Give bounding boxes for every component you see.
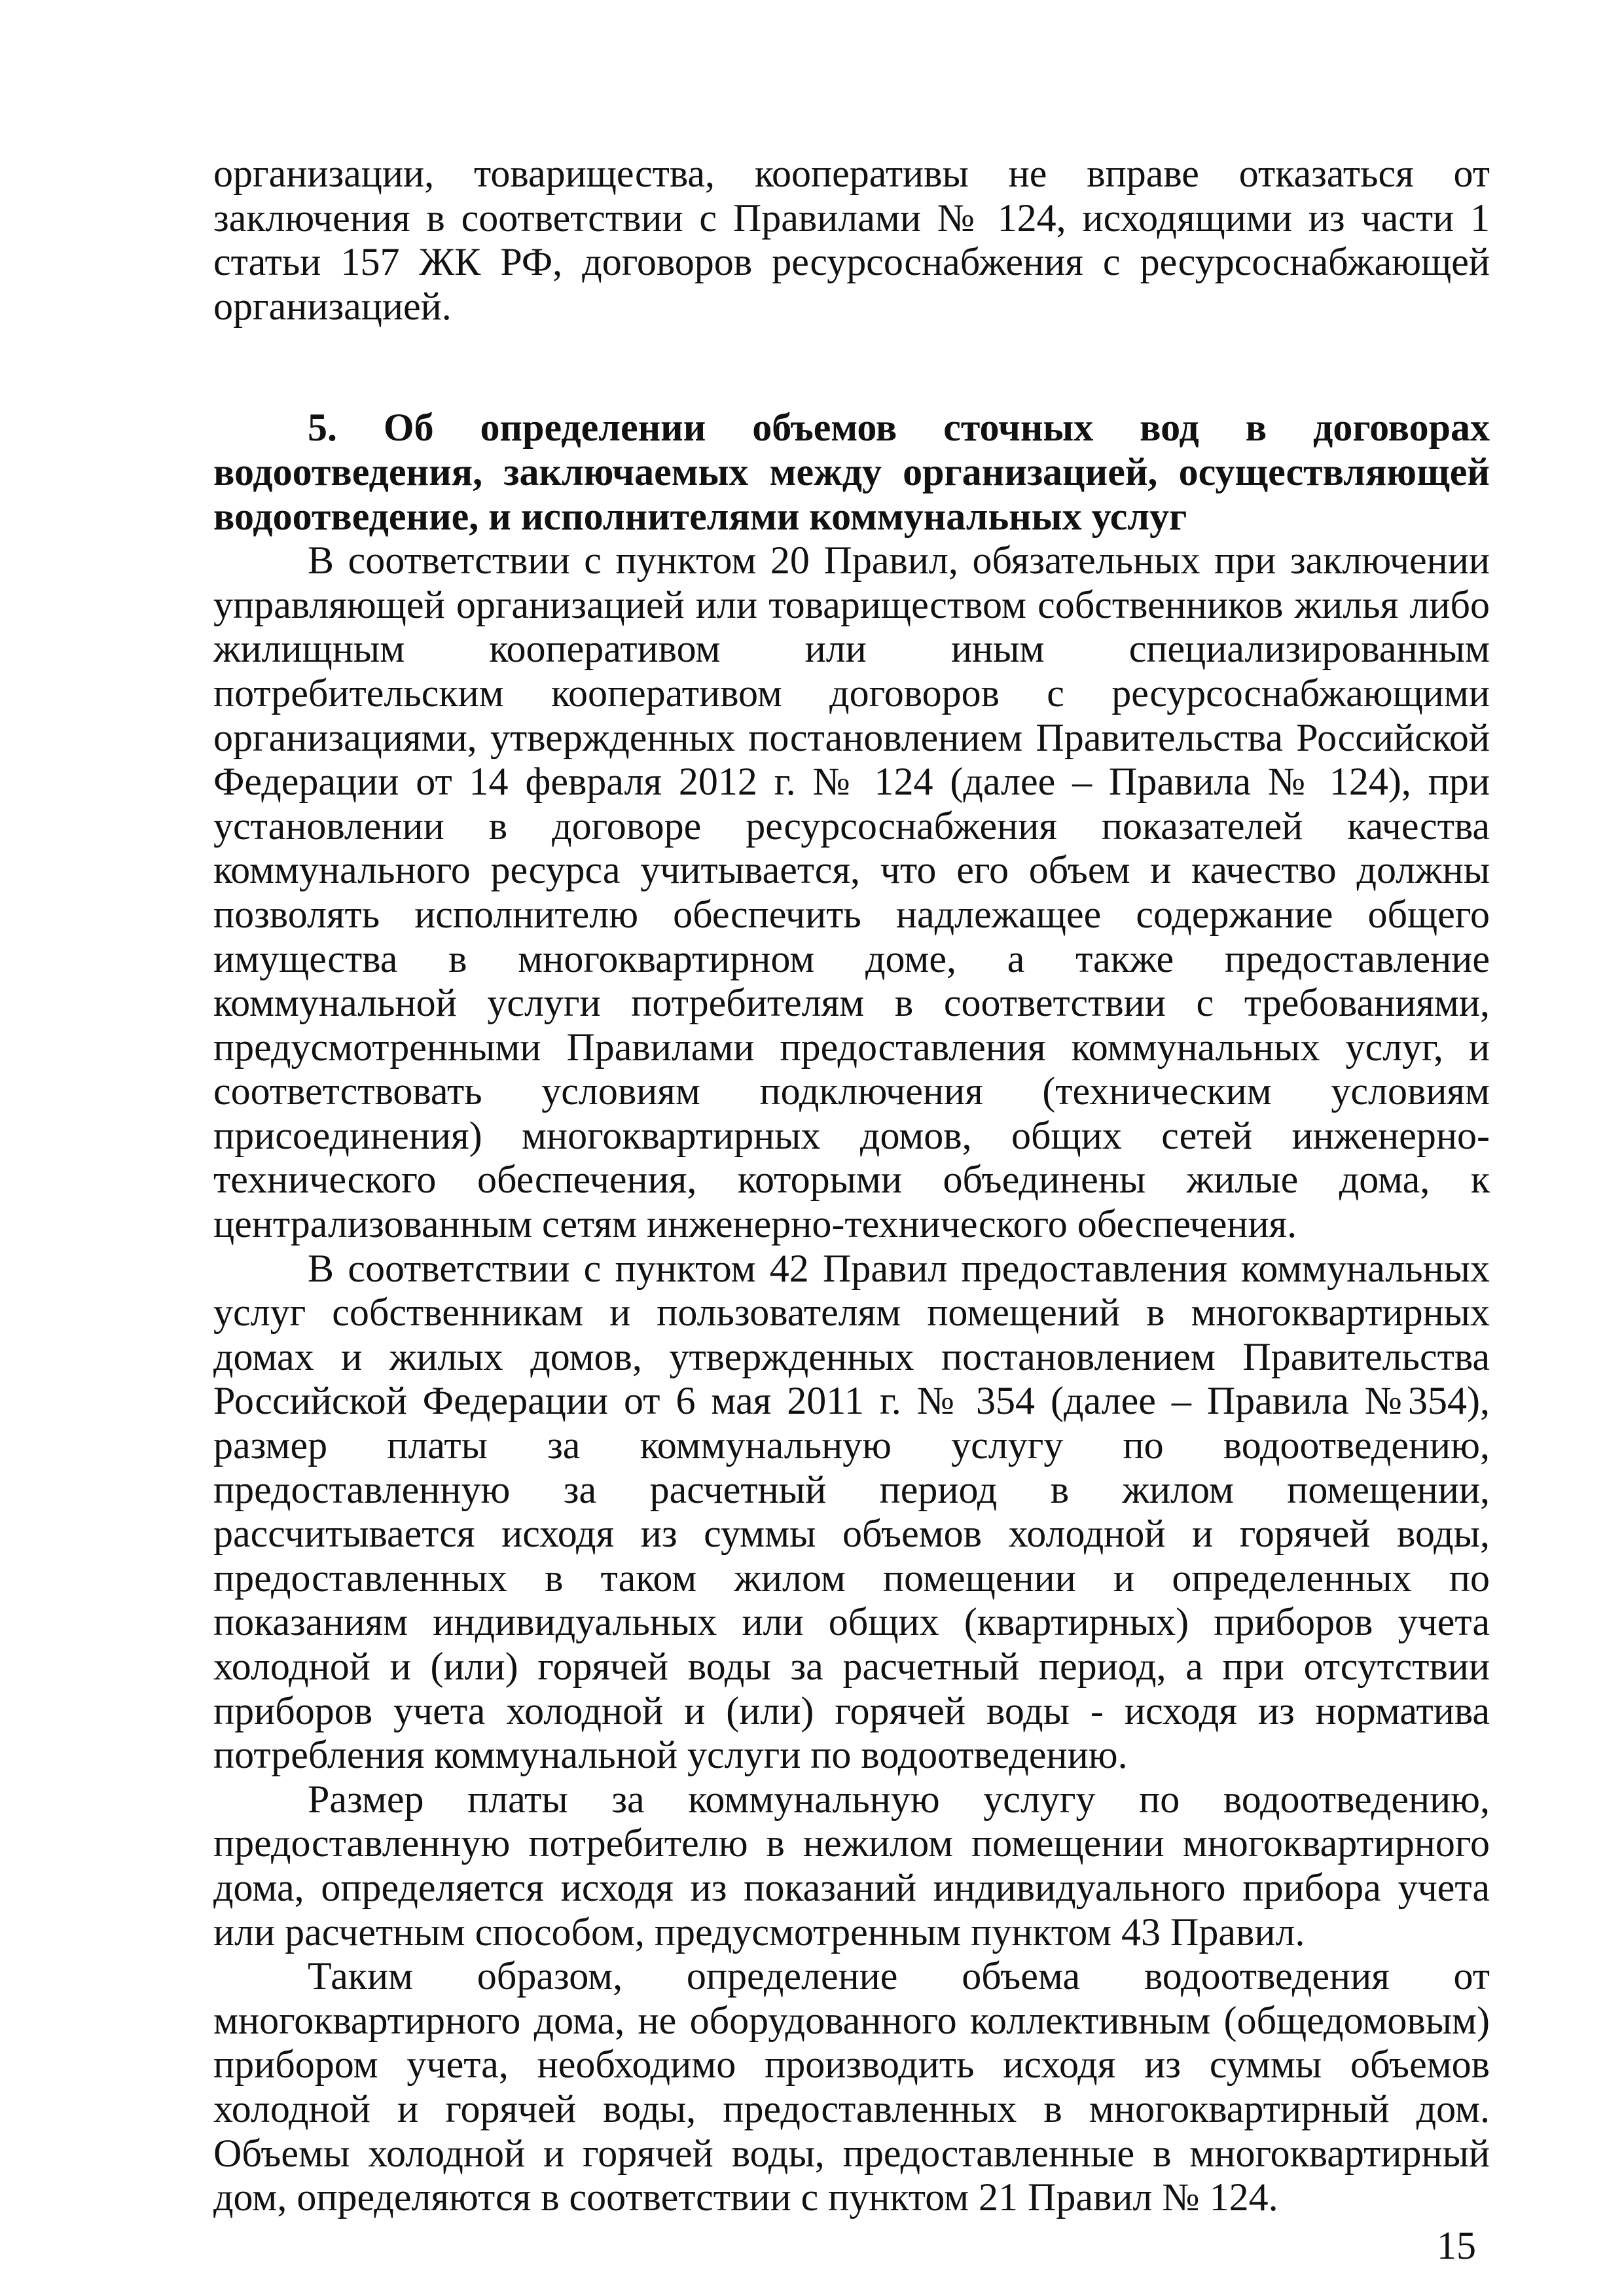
lead-paragraph: организации, товарищества, кооперативы не вправе отказаться от заключения в соответствии с Правилами № 124, исходящими из части 1 статьи 157 ЖК РФ, договоров ресурсоснабжения с ресурсоснабжающей организацией. bbox=[213, 152, 1490, 328]
section-heading: 5. Об определении объемов сточных вод в договорах водоотведения, заключаемых между организацией, осуществляющей водоотведение, и исполнителями коммунальных услуг bbox=[213, 406, 1490, 538]
page-number: 15 bbox=[1437, 2224, 1476, 2267]
paragraph-clause-20: В соответствии с пунктом 20 Правил, обязательных при заключении управляющей организацией или товариществом собственников жилья либо жилищным кооперативом или иным специализированным потребительским кооперативом договоров с ресурсоснабжающими организациями, утвержденных постановлением Правительства Российской Федерации от 14 февраля 2012 г. № 124 (далее – Правила № 124), при установлении в договоре ресурсоснабжения показателей качества коммунального ресурса учитывается, что его объем и качество должны позволять исполнителю обеспечить надлежащее содержание общего имущества в многоквартирном доме, а также предоставление коммунальной услуги потребителям в соответствии с требованиями, предусмотренными Правилами предоставления коммунальных услуг, и соответствовать условиям подключения (техническим условиям присоединения) многоквартирных домов, общих сетей инженерно-технического обеспечения, которыми объединены жилые дома, к централизованным сетям инженерно-технического обеспечения. bbox=[213, 539, 1490, 1246]
page-body bbox=[213, 152, 1490, 2220]
paragraph-nonresidential: Размер платы за коммунальную услугу по водоотведению, предоставленную потребителю в нежилом помещении многоквартирного дома, определяется исходя из показаний индивидуального прибора учета или расчетным способом, предусмотренным пунктом 43 Правил. bbox=[213, 1777, 1490, 1954]
paragraph-clause-42: В соответствии с пунктом 42 Правил предоставления коммунальных услуг собственникам и пользователям помещений в многоквартирных домах и жилых домов, утвержденных постановлением Правительства Российской Федерации от 6 мая 2011 г. № 354 (далее – Правила №354), размер платы за коммунальную услугу по водоотведению, предоставленную за расчетный период в жилом помещении, рассчитывается исходя из суммы объемов холодной и горячей воды, предоставленных в таком жилом помещении и определенных по показаниям индивидуальных или общих (квартирных) приборов учета холодной и (или) горячей воды за расчетный период, а при отсутствии приборов учета холодной и (или) горячей воды - исходя из норматива потребления коммунальной услуги по водоотведению. bbox=[213, 1246, 1490, 1777]
paragraph-conclusion: Таким образом, определение объема водоотведения от многоквартирного дома, не оборудованного коллективным (общедомовым) прибором учета, необходимо производить исходя из суммы объемов холодной и горячей воды, предоставленных в многоквартирный дом. Объемы холодной и горячей воды, предоставленные в многоквартирный дом, определяются в соответствии с пунктом 21 Правил № 124. bbox=[213, 1954, 1490, 2219]
